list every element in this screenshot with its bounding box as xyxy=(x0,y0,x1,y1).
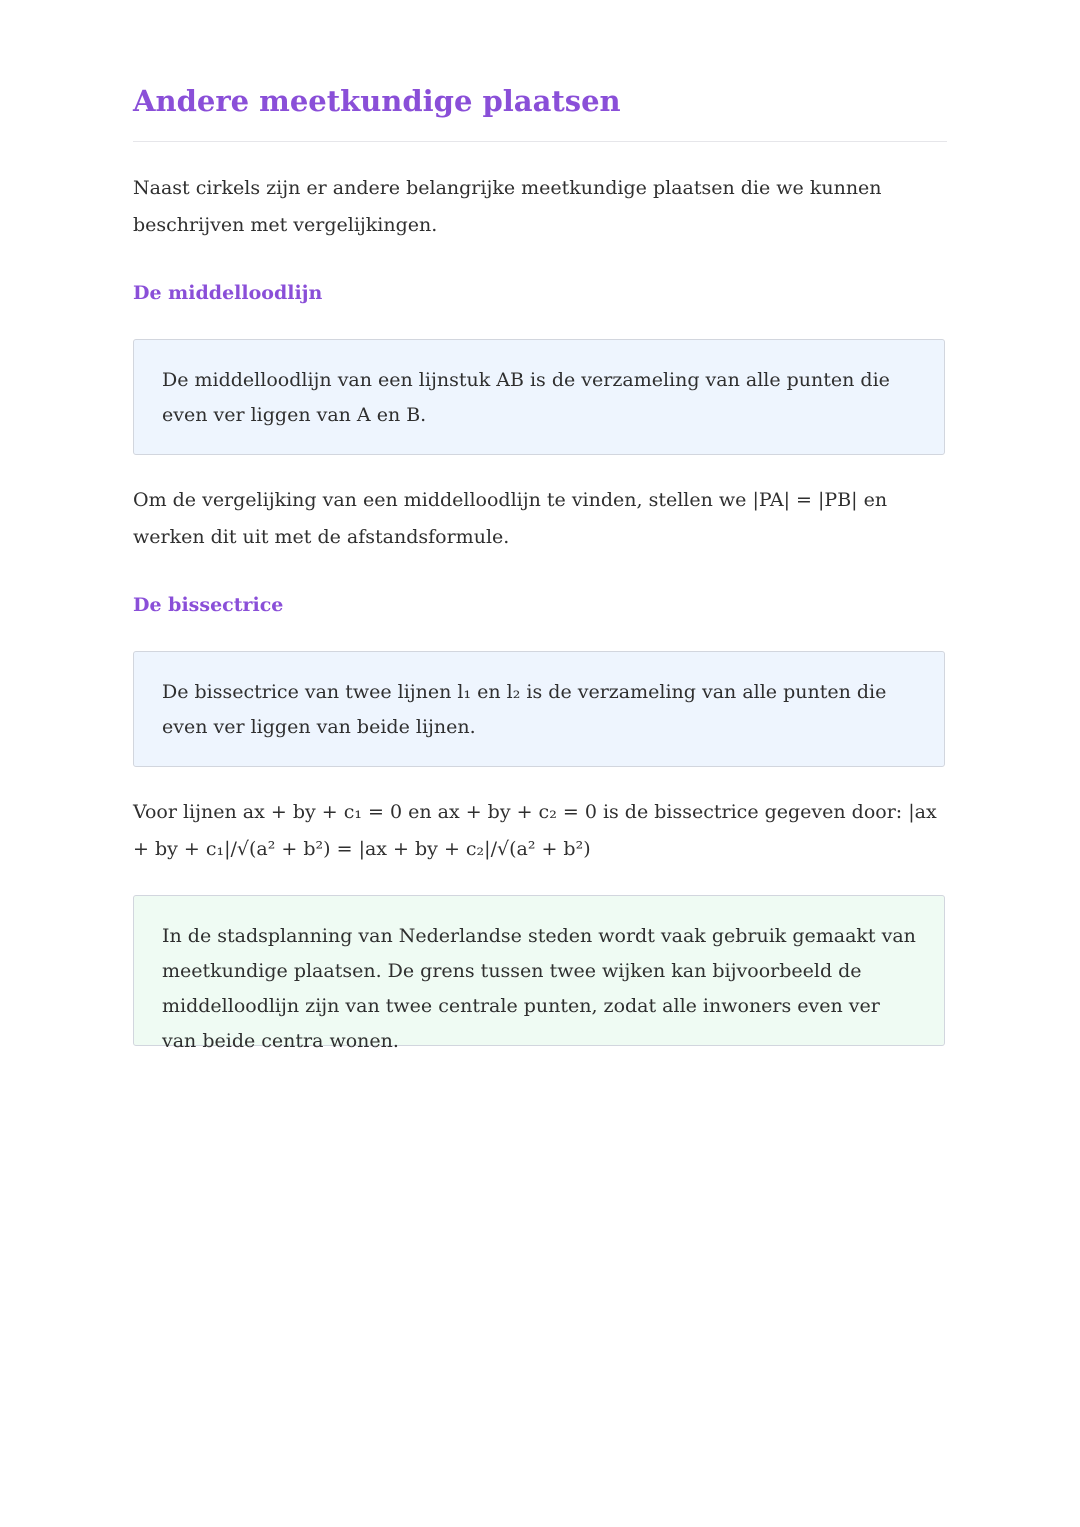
page-title: Andere meetkundige plaatsen xyxy=(133,84,621,118)
section-heading-bissectrice: De bissectrice xyxy=(133,594,284,616)
intro-paragraph: Naast cirkels zijn er andere belangrijke meetkundige plaatsen die we kunnen beschrijven met vergelijkingen. xyxy=(133,177,882,236)
middelloodlijn-explanation: Om de vergelijking van een middelloodlijn te vinden, stellen we |PA| = |PB| en werken dit uit met de afstandsformule. xyxy=(133,489,888,548)
bissectrice-formula: Voor lijnen ax + by + c₁ = 0 en ax + by + c₂ = 0 is de bissectrice gegeven door: |ax + by + c₁|/√(a² + b²) = |ax + by + c₂|/√(a² + b²) xyxy=(133,801,937,860)
example-text: In de stadsplanning van Nederlandse steden wordt vaak gebruik gemaakt van meetkundige plaatsen. De grens tussen twee wijken kan bijvoorbeeld de middelloodlijn zijn van twee centrale punten, zodat alle inwoners even ver van beide centra wonen. xyxy=(162,925,916,1052)
section-heading-middelloodlijn: De middelloodlijn xyxy=(133,282,323,304)
title-divider xyxy=(133,141,947,142)
definition-box-middelloodlijn xyxy=(133,339,945,455)
definition-box-bissectrice xyxy=(133,651,945,767)
definition-text-bissectrice: De bissectrice van twee lijnen l₁ en l₂ is de verzameling van alle punten die even ver liggen van beide lijnen. xyxy=(162,681,887,738)
example-box xyxy=(133,895,945,1052)
definition-text-middelloodlijn: De middelloodlijn van een lijnstuk AB is de verzameling van alle punten die even ver liggen van A en B. xyxy=(162,369,890,426)
